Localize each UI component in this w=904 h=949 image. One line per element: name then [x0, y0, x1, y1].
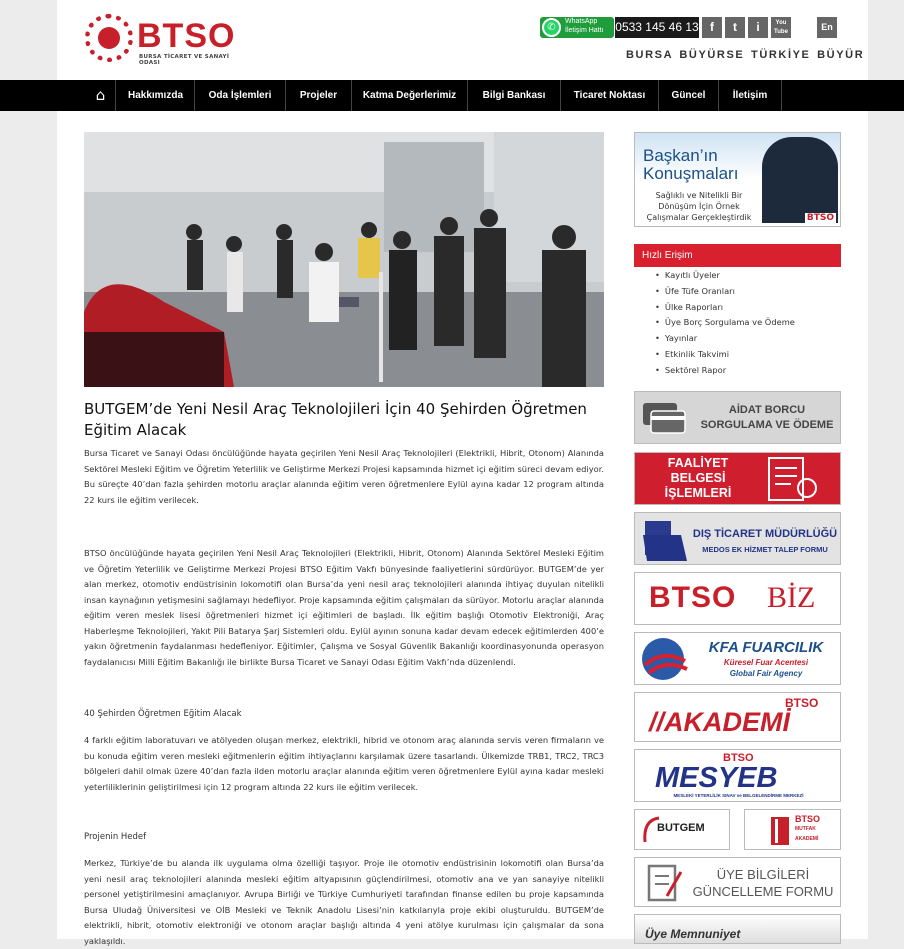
btso-biz-banner[interactable] [634, 572, 841, 625]
kfa-title: KFA FUARCILIK [708, 639, 824, 656]
section-heading-2: Projenin Hedef [84, 832, 147, 842]
article-paragraph-1: Bursa Ticaret ve Sanayi Odası öncülüğünde hayata geçirilen Yeni Nesil Araç Teknolojileri (Elektrikli, Hibrit, Otonom) Alanında Sektörel Mesleki Eğitim ve Öğretim Yeterlilik ve Geliştirme Merkezi Projesi kapsamında hizmet içi eğitim süreci devam ediyor. Bu süreçte 40’dan fazla şehirden motorlu araçlar alanında eğitim veren öğretmenlere Eylül ayına kadar 12 program altında 22 kurs ile eğitim verilecek. [84, 448, 604, 505]
article-photo [84, 132, 604, 387]
quick-link-etkinlik-takvimi[interactable]: • Etkinlik Takvimi [655, 347, 795, 363]
hizli-erisim-list [655, 268, 795, 379]
kfa-subtitle-en: Global Fair Agency [729, 669, 803, 678]
article-paragraph-2: BTSO öncülüğünde hayata geçirilen Yeni Nesil Araç Teknolojileri (Elektrikli, Hibrit, Otonom) Alanında Sektörel Mesleki Eğitim ve Öğretim Yeterlilik ve Geliştirme Merkezi Projesi BTSO Eğitim Vakfı bünyesinde faaliyetlerini sürdürüyor. BUTGEM’de yer alan merkez, otomotiv endüstrisinin lokomotifi olan Bursa’da yeni nesil araç teknolojileri alanında ihtiyaç duyulan nitelikli insan kaynağının yetişmesini sağlamayı hedefliyor. Proje kapsamında eğitim çalışmaları da sürüyor. Motorlu araçlar alanında eğitim veren meslek lisesi öğretmenleri hizmet içi eğitimleri de başladı. İlk eğitim başlığı Otomotiv Elektroniği, Araç Haberleşme Teknolojileri, Yakıt Pili Batarya Şarj Sistemleri oldu. Eylül ayının sonuna kadar devam edecek eğitimlerden 400’e yakın öğretmenin faydalanması hedefleniyor. Eğitimler, Çalışma ve Sosyal Güvenlik Bakanlığı koordinasyonunda operasyon faydalanıcısı Milli Eğitim Bakanlığı ile birlikte Bursa Ticaret ve Sanayi Odası Eğitim Vakfı’nda düzenlendi. [84, 548, 604, 667]
mesyeb-banner[interactable] [634, 749, 841, 802]
facebook-icon[interactable]: f [702, 17, 722, 38]
nav-iletisim[interactable]: İletişim [719, 80, 782, 111]
baskan-title-line1: Başkan’ın [643, 146, 718, 165]
credit-card-icon [641, 401, 689, 435]
article-paragraph-4: Merkez, Türkiye’de bu alanda ilk uygulama olma özelliği taşıyor. Proje ile otomotiv endüstrisinin lokomotifi olan Bursa’da yeni nesil araç teknolojileri alanında mesleki eğitim altyapısının güçlendirilmesi, otomotiv ana ve yan sanayiye nitelikli personel yetiştirilmesini amaçlanıyor. Avrupa Birliği ve Türkiye Cumhuriyeti tarafından finanse edilen bu proje kapsamında Bursa Uludağ Üniversitesi ve OİB Mesleki ve Teknik Anadolu Lisesi’nin katkılarıyla proje ekibi oluşturuldu. BUTGEM’de elektrikli, hibrit, otomotiv elektroniği ve otonom araçlar başlığı altında 4 yeni atölye kurulması için çalışmalar da sona yaklaşıldı. [84, 858, 604, 946]
baskan-title-line2: Konuşmaları [643, 164, 739, 183]
mutfak-akademi-banner[interactable] [744, 809, 841, 850]
kfa-subtitle: Küresel Fuar Acentesi [723, 658, 809, 667]
mutfak-line2: MUTFAK [795, 826, 816, 832]
uye-bilgileri-banner[interactable] [634, 857, 841, 907]
faaliyet-line2: BELGESİ [670, 471, 726, 485]
nav-guncel[interactable]: Güncel [659, 80, 719, 111]
biz-logo-btso: BTSO [649, 581, 737, 614]
slogan: BURSA BÜYÜRSE TÜRKİYE BÜYÜR [626, 49, 865, 61]
quick-link-borc-sorgulama[interactable]: • Üye Borç Sorgulama ve Ödeme [655, 315, 795, 331]
youtube-icon[interactable]: You Tube [771, 17, 791, 38]
mesyeb-title: MESYEB [655, 762, 778, 794]
baskan-btso-logo: BTSO [806, 213, 834, 223]
biz-logo-biz: BİZ [767, 581, 816, 614]
butgem-title: BUTGEM [657, 822, 705, 834]
mesyeb-btso: BTSO [723, 752, 754, 764]
memnuniyet-title: Üye Memnuniyet [645, 927, 741, 941]
aidat-line1: AİDAT BORCU [728, 404, 806, 416]
quick-link-ulke-raporlari[interactable]: • Ülke Raporları [655, 300, 795, 316]
dis-ticaret-line2: MEDOS EK HİZMET TALEP FORMU [702, 545, 828, 554]
nav-katma-degerlerimiz[interactable]: Katma Değerlerimiz [352, 80, 468, 111]
language-en-button[interactable]: En [817, 17, 837, 38]
book-icon [769, 815, 793, 847]
quick-link-ufe-tufe[interactable]: • Üfe Tüfe Oranları [655, 284, 795, 300]
whatsapp-icon: ✆ [542, 18, 561, 37]
document-icon [763, 456, 825, 504]
quick-link-sektorel-rapor[interactable]: • Sektörel Rapor [655, 363, 795, 379]
hizli-erisim-header: Hızlı Erişim [634, 244, 841, 267]
baskan-konusmalari-banner[interactable] [634, 132, 841, 227]
folder-icon [641, 517, 689, 563]
nav-hakkimizda[interactable]: Hakkımızda [117, 80, 195, 111]
gear-logo-icon [85, 14, 133, 62]
whatsapp-contact[interactable] [540, 17, 614, 38]
quick-link-yayinlar[interactable]: • Yayınlar [655, 331, 795, 347]
instagram-icon[interactable]: i [748, 17, 768, 38]
faaliyet-line3: İŞLEMLERİ [664, 486, 732, 500]
uye-memnuniyet-banner[interactable] [634, 914, 841, 944]
uye-line1: ÜYE BİLGİLERİ [716, 867, 810, 882]
quick-link-kayitli-uyeler[interactable]: • Kayıtlı Üyeler [655, 268, 795, 284]
aidat-line2: SORGULAMA VE ÖDEME [700, 419, 834, 431]
faaliyet-belgesi-banner[interactable] [634, 452, 841, 505]
section-heading-1: 40 Şehirden Öğretmen Eğitim Alacak [84, 709, 242, 719]
akademi-title: //AKADEMİ [649, 707, 790, 737]
akademi-btso: BTSO [785, 696, 819, 710]
nav-oda-islemleri[interactable]: Oda İşlemleri [195, 80, 286, 111]
baskan-subtitle: Sağlıklı ve Nitelikli Bir Dönüşüm İçin Örnek Çalışmalar Gerçekleştirdik [646, 191, 752, 222]
mutfak-btso: BTSO [795, 814, 821, 824]
aidat-borcu-banner[interactable] [634, 391, 841, 444]
logo-text: BTSO [137, 17, 236, 55]
clipboard-icon [645, 862, 685, 904]
mutfak-line3: AKADEMİ [795, 836, 819, 842]
logo-subtitle: BURSA TİCARET VE SANAYİ ODASI [139, 54, 230, 66]
nav-bilgi-bankasi[interactable]: Bilgi Bankası [468, 80, 561, 111]
home-icon[interactable]: ⌂ [86, 80, 116, 111]
butgem-banner[interactable] [634, 809, 730, 850]
president-photo [762, 137, 838, 223]
faaliyet-line1: FAALİYET [667, 456, 729, 470]
phone-number[interactable]: 0533 145 46 13 [615, 17, 699, 38]
dis-ticaret-line1: DIŞ TİCARET MÜDÜRLÜĞÜ [692, 528, 838, 540]
twitter-icon[interactable]: t [725, 17, 745, 38]
btso-akademi-banner[interactable] [634, 692, 841, 742]
article-paragraph-3: 4 farklı eğitim laboratuvarı ve atölyeden oluşan merkez, elektrikli, hibrid ve otonom araç alanında servis veren firmaların ve bu konuda eğitim veren mesleki eğitmenlerin eğitim ihtiyaçlarını karşılamak üzere tasarlandı. Ülkemizde TRB1, TRC2, TRC3 bölgeleri dahil olmak üzere 40’dan fazla ilden motorlu araçlar alanında eğitim veren öğretmenlere Eylül ayına kadar mesleki yeterliliklerinin geliştirilmesi için 12 program altında 22 kurs ile eğitim verilecek. [84, 735, 604, 792]
nav-projeler[interactable]: Projeler [286, 80, 352, 111]
kfa-fuarcilik-banner[interactable] [634, 632, 841, 685]
nav-ticaret-noktasi[interactable]: Ticaret Noktası [561, 80, 659, 111]
article-title: BUTGEM’de Yeni Nesil Araç Teknolojileri İçin 40 Şehirden Öğretmen Eğitim Alacak [84, 400, 587, 439]
btso-logo[interactable] [85, 14, 245, 66]
globe-icon [639, 635, 691, 683]
whatsapp-label: WhatsApp [565, 18, 598, 25]
baskan-title [643, 147, 738, 183]
dis-ticaret-banner[interactable] [634, 512, 841, 565]
whatsapp-sublabel: İletişim Hattı [565, 27, 604, 34]
mesyeb-subtitle: MESLEKİ YETERLİLİK SINAV ve BELGELENDİRME MERKEZİ [673, 793, 804, 798]
uye-line2: GÜNCELLEME FORMU [692, 884, 834, 899]
